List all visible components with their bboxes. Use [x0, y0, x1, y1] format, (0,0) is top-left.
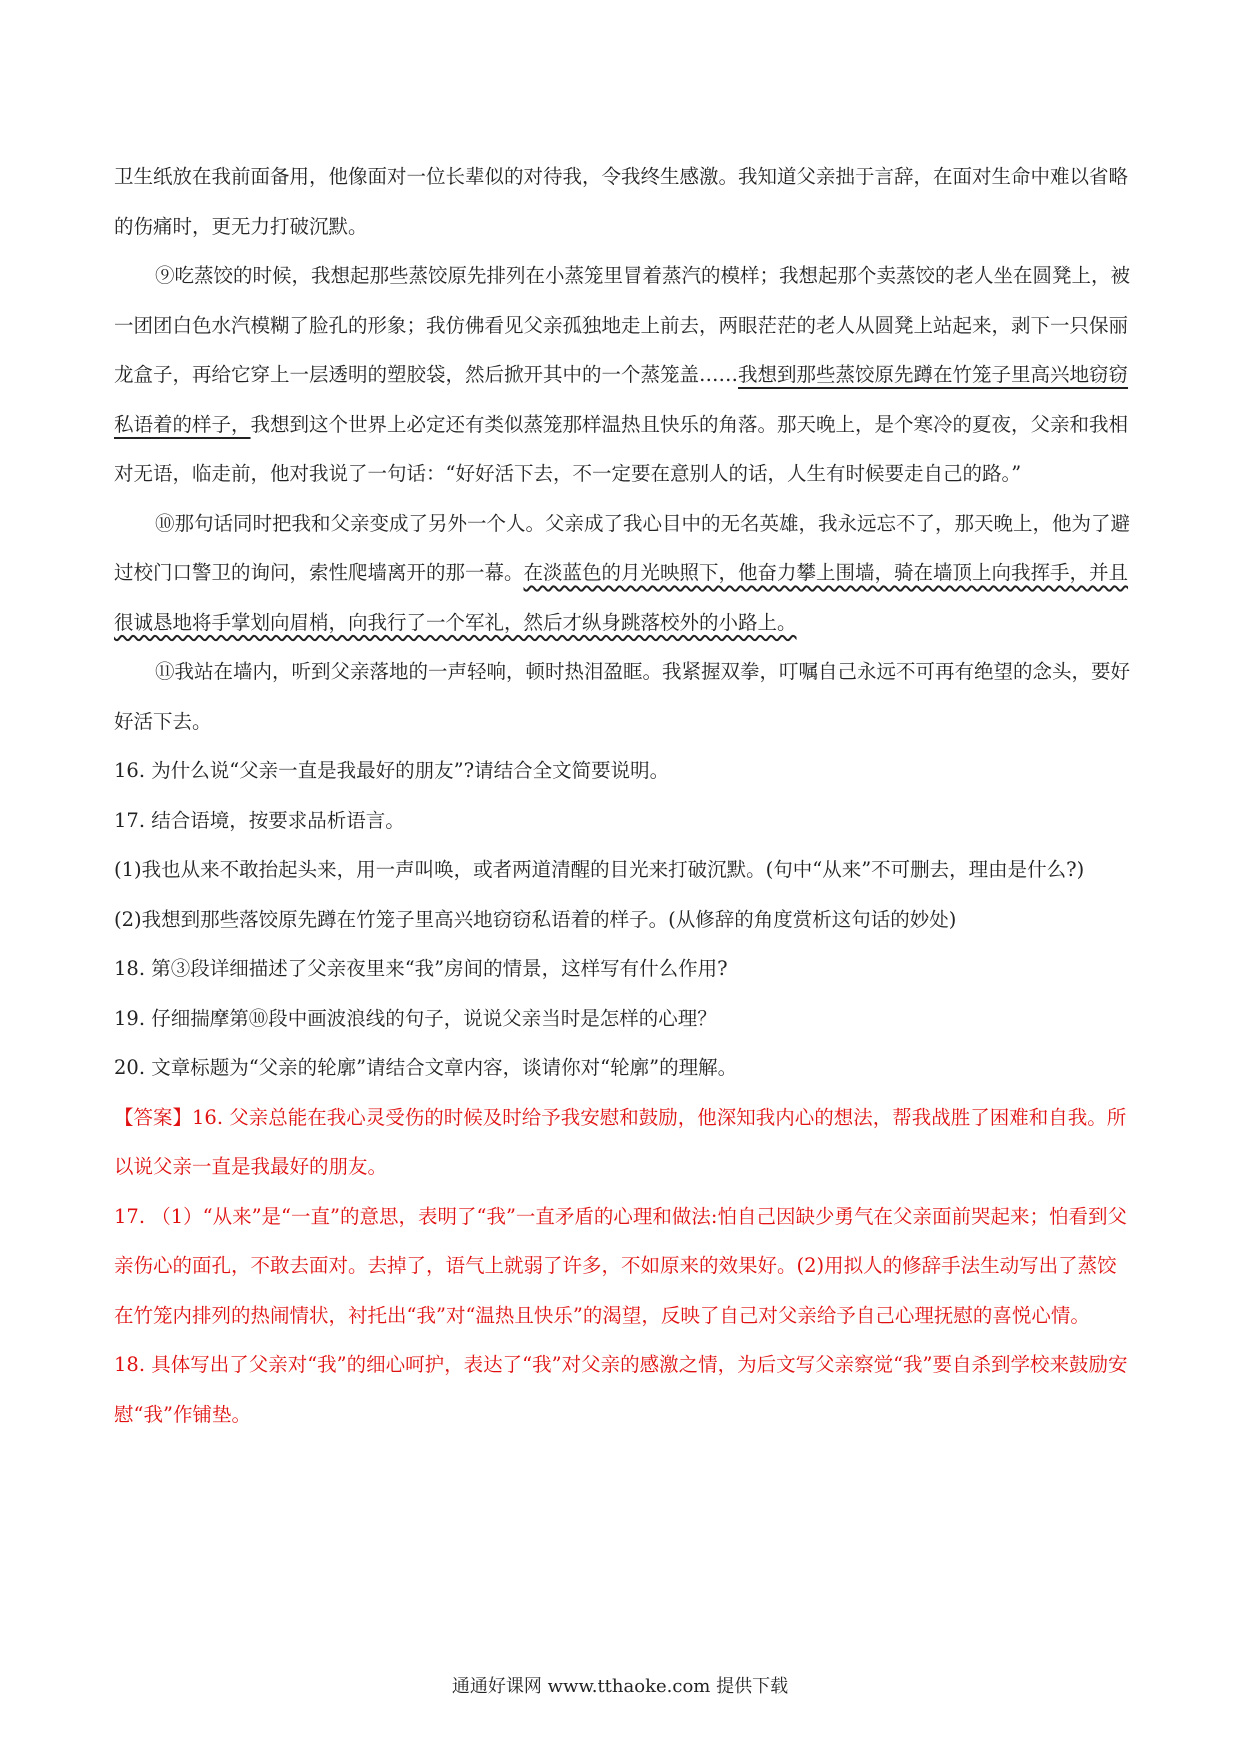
question-18: 18. 第③段详细描述了父亲夜里来“我”房间的情景，这样写有什么作用? [114, 957, 728, 980]
answer-18: 18. 具体写出了父亲对“我”的细心呵护，表达了“我”对父亲的感激之情，为后文写父亲察觉“我”要自杀到学校来鼓励安慰“我”作铺垫。 [114, 1353, 1128, 1426]
question-17-1: (1)我也从来不敢抬起头来，用一声叫唤，或者两道清醒的目光来打破沉默。(句中“从来”不可删去，理由是什么?) [114, 858, 1085, 881]
question-20: 20. 文章标题为“父亲的轮廓”请结合文章内容，谈请你对“轮廓”的理解。 [114, 1056, 738, 1079]
question-19: 19. 仔细揣摩第⑩段中画波浪线的句子，说说父亲当时是怎样的心理？ [114, 1006, 717, 1030]
underlined-sentence: 我想到那些蒸饺原先蹲在竹笼子里高兴地窃窃私语着的样子， [114, 363, 1129, 436]
document-body [114, 152, 1134, 1439]
wavy-underlined-sentence: 在淡蓝色的月光映照下，他奋力攀上围墙，骑在墙顶上向我挥手，并且很诚恳地将手掌划向眉梢，向我行了一个军礼，然后才纵身跳落校外的小路上。 [114, 561, 1129, 634]
paragraph-continuation: 卫生纸放在我前面备用，他像面对一位长辈似的对待我，令我终生感激。我知道父亲拙于言辞，在面对生命中难以省略的伤痛时，更无力打破沉默。 [114, 165, 1129, 238]
page-footer: 通通好课网 www.tthaoke.com 提供下载 [451, 1676, 789, 1697]
question-17-2: (2)我想到那些落饺原先蹲在竹笼子里高兴地窃窃私语着的样子。(从修辞的角度赏析这句话的妙处) [114, 907, 957, 931]
answer-16: 【答案】16. 父亲总能在我心灵受伤的时候及时给予我安慰和鼓励，他深知我内心的想法，帮我战胜了困难和自我。所以说父亲一直是我最好的朋友。 [114, 1105, 1127, 1178]
paragraph-9-text-a: ⑨吃蒸饺的时候，我想起那些蒸饺原先排列在小蒸笼里冒着蒸汽的模样；我想起那个卖蒸饺的老人坐在圆凳上，被一团团白色水汽模糊了脸孔的形象；我仿佛看见父亲孤独地走上前去，两眼茫茫的老人从圆凳上站起来，剥下一只保丽龙盒子，再给它穿上一层透明的塑胶袋，然后掀开其中的一个蒸笼盖…… [114, 264, 1131, 386]
paragraph-11: ⑪我站在墙内，听到父亲落地的一声轻响，顿时热泪盈眶。我紧握双拳，叮嘱自己永远不可再有绝望的念头，要好好活下去。 [114, 660, 1131, 733]
paragraph-10 [114, 499, 1134, 648]
question-17: 17. 结合语境，按要求品析语言。 [114, 808, 405, 832]
paragraph-10-text-a: ⑩那句话同时把我和父亲变成了另外一个人。父亲成了我心目中的无名英雄，我永远忘不了，那天晚上，他为了避过校门口警卫的询问，索性爬墙离开的那一幕。 [114, 511, 1131, 584]
answer-17: 17. （1）“从来”是“一直”的意思，表明了“我”一直矛盾的心理和做法:怕自己因缺少勇气在父亲面前哭起来；怕看到父亲伤心的面孔，不敢去面对。去掉了，语气上就弱了许多，不如原来的效果好。(2)用拟人的修辞手法生动写出了蒸饺在竹笼内排列的热闹情状，衬托出“我”对“温热且快乐”的渴望，反映了自己对父亲给予自己心理抚慰的喜悦心情。 [114, 1204, 1128, 1327]
question-16: 16. 为什么说“父亲一直是我最好的朋友”?请结合全文简要说明。 [114, 759, 670, 782]
paragraph-9 [114, 251, 1134, 499]
paragraph-9-text-b: 我想到这个世界上必定还有类似蒸笼那样温热且快乐的角落。那天晚上，是个寒冷的夏夜，父亲和我相对无语，临走前，他对我说了一句话：“好好活下去，不一定要在意别人的话，人生有时候要走自己的路。” [114, 412, 1129, 485]
